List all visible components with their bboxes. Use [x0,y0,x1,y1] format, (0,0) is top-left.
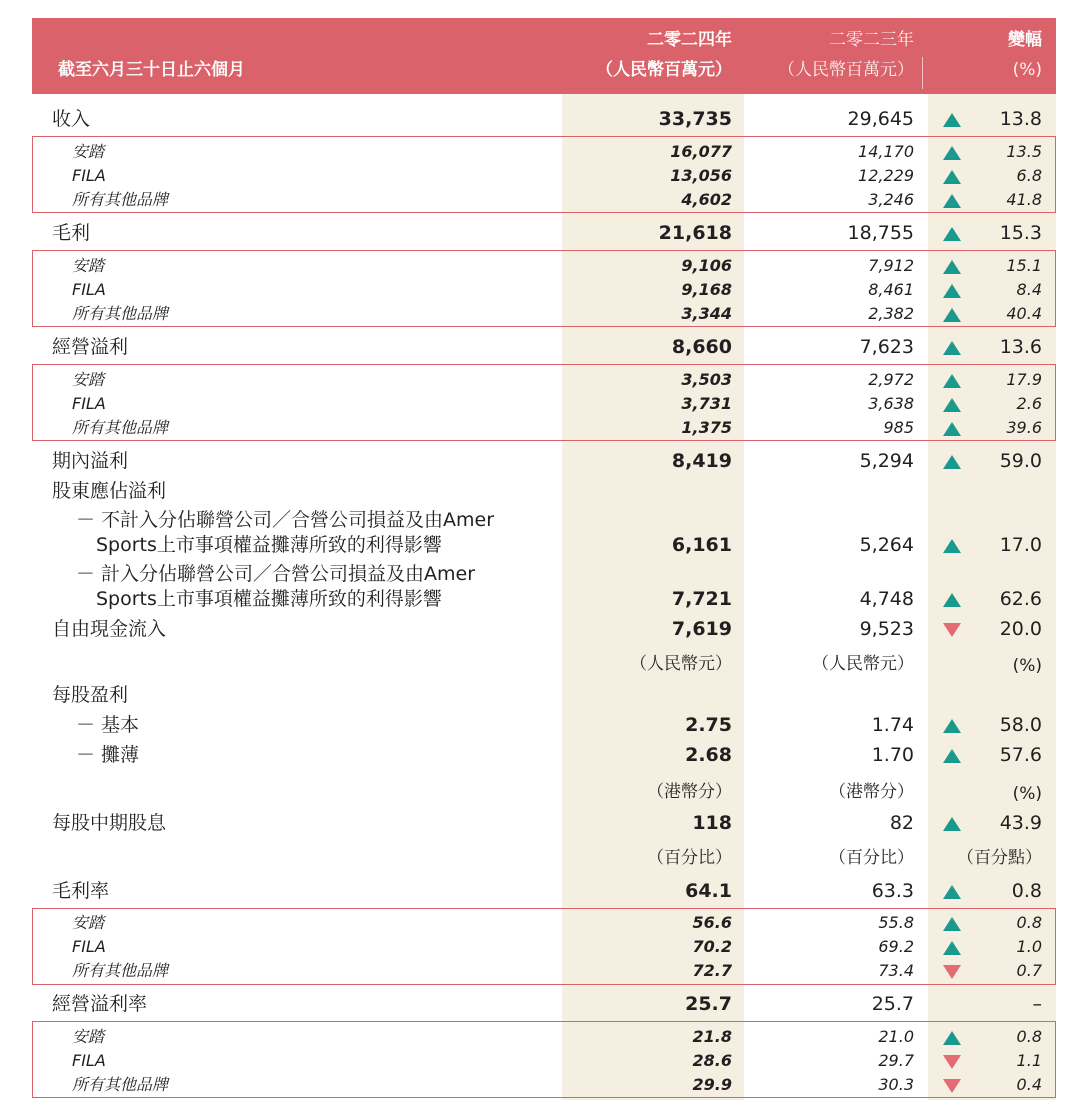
unit-prior: （百分比） [829,848,914,868]
dividend-row [0,808,1080,838]
up-arrow-icon [943,539,961,553]
change-value: 57.6 [999,744,1042,766]
up-arrow-icon [943,227,961,241]
brand-label: FILA [72,166,106,185]
current-value: 3,503 [681,370,732,389]
current-value: 16,077 [670,142,732,161]
change-value: 62.6 [999,588,1042,610]
row-label: 每股中期股息 [52,812,167,834]
current-value: 13,056 [670,166,732,185]
prior-value: 12,229 [858,166,914,185]
row-label: 收入 [52,108,91,130]
unit-current: （港幣分） [647,782,732,802]
current-value: 7,619 [671,618,732,640]
change-value: 1.0 [1016,937,1042,956]
current-value: 6,161 [671,534,732,556]
revenue-brand-row [0,188,1080,212]
row-label: 經營溢利 [52,336,129,358]
row-label: － 基本 [76,714,140,736]
brand-label: 安踏 [72,370,105,389]
row-label: 自由現金流入 [52,618,167,640]
up-arrow-icon [943,194,961,208]
up-arrow-icon [943,341,961,355]
up-arrow-icon [943,1031,961,1045]
prior-value: 5,294 [859,450,914,472]
brand-label: FILA [72,394,106,413]
up-arrow-icon [943,170,961,184]
revenue-row [0,104,1080,134]
current-year-header: 二零二四年 [647,30,732,50]
row-label: 毛利 [52,222,91,244]
prior-value: 63.3 [871,880,914,902]
operating-profit-row [0,332,1080,362]
operating-margin-row [0,989,1080,1019]
prior-value: 4,748 [859,588,914,610]
change-value: 8.4 [1016,280,1042,299]
unit-current: （人民幣元） [630,654,732,674]
up-arrow-icon [943,374,961,388]
revenue-brand-row [0,140,1080,164]
down-arrow-icon [943,1079,961,1093]
up-arrow-icon [943,885,961,899]
gross-profit-brand-row [0,254,1080,278]
current-value: 1,375 [681,418,732,437]
operating-margin-brand-row [0,1025,1080,1049]
attributable-excl-row [0,530,1080,560]
brand-label: 所有其他品牌 [72,304,169,323]
change-value: 0.7 [1016,961,1042,980]
unit-current: （百分比） [647,848,732,868]
up-arrow-icon [943,308,961,322]
eps-basic-row [0,710,1080,740]
excl-description-line2: Sports上市事項權益攤薄所致的利得影響 [96,534,442,556]
prior-value: 21.0 [878,1027,914,1046]
gross-margin-brand-row [0,911,1080,935]
down-arrow-icon [943,1055,961,1069]
prior-value: 8,461 [868,280,914,299]
prior-value: 29.7 [878,1051,914,1070]
change-value: 39.6 [1006,418,1042,437]
prior-year-header: 二零二三年 [829,30,914,50]
change-value: 6.8 [1016,166,1042,185]
gross-margin-brand-row [0,959,1080,983]
change-value: 0.4 [1016,1075,1042,1094]
brand-label: 所有其他品牌 [72,418,169,437]
prior-value: 1.70 [871,744,914,766]
unit-change: (%) [1012,784,1042,804]
eps-diluted-row [0,740,1080,770]
attributable-incl-row [0,584,1080,614]
change-header: 變幅 [1008,30,1042,50]
current-value: 8,419 [671,450,732,472]
down-arrow-icon [943,623,961,637]
current-value: 21,618 [658,222,732,244]
current-value: 118 [692,812,732,834]
prior-value: 2,972 [868,370,914,389]
brand-label: 所有其他品牌 [72,190,169,209]
current-value: 70.2 [692,937,732,956]
prior-value: 3,246 [868,190,914,209]
prior-value: 29,645 [847,108,914,130]
gross-margin-row [0,876,1080,906]
operating-profit-brand-row [0,416,1080,440]
up-arrow-icon [943,719,961,733]
current-value: 2.68 [685,744,732,766]
unit-change: (%) [1012,656,1042,676]
change-value: 58.0 [999,714,1042,736]
change-value: – [1032,993,1042,1015]
brand-label: 安踏 [72,1027,105,1046]
prior-value: 985 [883,418,914,437]
change-value: 13.5 [1006,142,1042,161]
excl-description-line1: － 不計入分佔聯營公司／合營公司損益及由Amer [76,509,495,531]
up-arrow-icon [943,749,961,763]
unit-prior: （人民幣元） [812,654,914,674]
current-value: 72.7 [692,961,732,980]
gross-profit-row [0,218,1080,248]
current-value: 3,344 [681,304,732,323]
prior-value: 2,382 [868,304,914,323]
change-value: 41.8 [1006,190,1042,209]
prior-value: 69.2 [878,937,914,956]
current-value: 21.8 [692,1027,732,1046]
current-year-unit: （人民幣百萬元） [596,60,732,80]
prior-value: 18,755 [847,222,914,244]
down-arrow-icon [943,965,961,979]
prior-value: 1.74 [871,714,914,736]
row-label: － 攤薄 [76,744,140,766]
up-arrow-icon [943,917,961,931]
period-label: 截至六月三十日止六個月 [58,60,245,80]
change-value: 15.1 [1006,256,1042,275]
up-arrow-icon [943,941,961,955]
brand-label: FILA [72,1051,106,1070]
brand-label: 安踏 [72,913,105,932]
prior-value: 30.3 [878,1075,914,1094]
change-value: 1.1 [1016,1051,1042,1070]
period-profit-row [0,446,1080,476]
up-arrow-icon [943,817,961,831]
brand-label: 所有其他品牌 [72,961,169,980]
change-value: 17.9 [1006,370,1042,389]
change-value: 43.9 [999,812,1042,834]
prior-value: 7,623 [859,336,914,358]
brand-label: 所有其他品牌 [72,1075,169,1094]
current-value: 9,168 [681,280,732,299]
gross-margin-brand-row [0,935,1080,959]
change-unit: (%) [1012,60,1042,80]
prior-year-unit: （人民幣百萬元） [778,60,914,80]
prior-value: 5,264 [859,534,914,556]
brand-label: FILA [72,280,106,299]
prior-value: 14,170 [858,142,914,161]
header-divider [922,57,923,89]
gross-profit-brand-row [0,278,1080,302]
prior-value: 25.7 [871,993,914,1015]
gross-profit-brand-row [0,302,1080,326]
current-value: 25.7 [685,993,732,1015]
prior-value: 73.4 [878,961,914,980]
current-value: 4,602 [681,190,732,209]
change-value: 13.8 [999,108,1042,130]
up-arrow-icon [943,113,961,127]
change-value: 15.3 [999,222,1042,244]
row-label: 期內溢利 [52,450,129,472]
prior-value: 3,638 [868,394,914,413]
prior-value: 7,912 [868,256,914,275]
free-cash-row [0,614,1080,644]
change-value: 0.8 [1016,913,1042,932]
up-arrow-icon [943,398,961,412]
change-value: 0.8 [1016,1027,1042,1046]
current-value: 29.9 [692,1075,732,1094]
current-value: 3,731 [681,394,732,413]
unit-prior: （港幣分） [829,782,914,802]
row-label: 毛利率 [52,880,110,902]
current-value: 56.6 [692,913,732,932]
prior-value: 82 [889,812,914,834]
change-value: 20.0 [999,618,1042,640]
change-value: 59.0 [999,450,1042,472]
brand-label: 安踏 [72,142,105,161]
change-value: 40.4 [1006,304,1042,323]
current-value: 9,106 [681,256,732,275]
current-value: 8,660 [671,336,732,358]
brand-label: FILA [72,937,106,956]
revenue-brand-row [0,164,1080,188]
operating-profit-brand-row [0,368,1080,392]
change-value: 13.6 [999,336,1042,358]
row-label: 經營溢利率 [52,993,148,1015]
up-arrow-icon [943,260,961,274]
up-arrow-icon [943,422,961,436]
up-arrow-icon [943,284,961,298]
change-value: 0.8 [1011,880,1042,902]
change-value: 17.0 [999,534,1042,556]
brand-label: 安踏 [72,256,105,275]
attributable-profit-label: 股東應佔溢利 [52,480,167,502]
up-arrow-icon [943,146,961,160]
incl-description-line2: Sports上市事項權益攤薄所致的利得影響 [96,588,442,610]
current-value: 2.75 [685,714,732,736]
prior-value: 9,523 [859,618,914,640]
incl-description-line1: － 計入分佔聯營公司／合營公司損益及由Amer [76,563,476,585]
eps-label: 每股盈利 [52,684,129,706]
operating-margin-brand-row [0,1073,1080,1097]
prior-value: 55.8 [878,913,914,932]
up-arrow-icon [943,455,961,469]
unit-change: （百分點） [957,848,1042,868]
operating-profit-brand-row [0,392,1080,416]
current-value: 64.1 [685,880,732,902]
current-value: 28.6 [692,1051,732,1070]
current-value: 7,721 [671,588,732,610]
up-arrow-icon [943,593,961,607]
current-value: 33,735 [658,108,732,130]
operating-margin-brand-row [0,1049,1080,1073]
change-value: 2.6 [1016,394,1042,413]
